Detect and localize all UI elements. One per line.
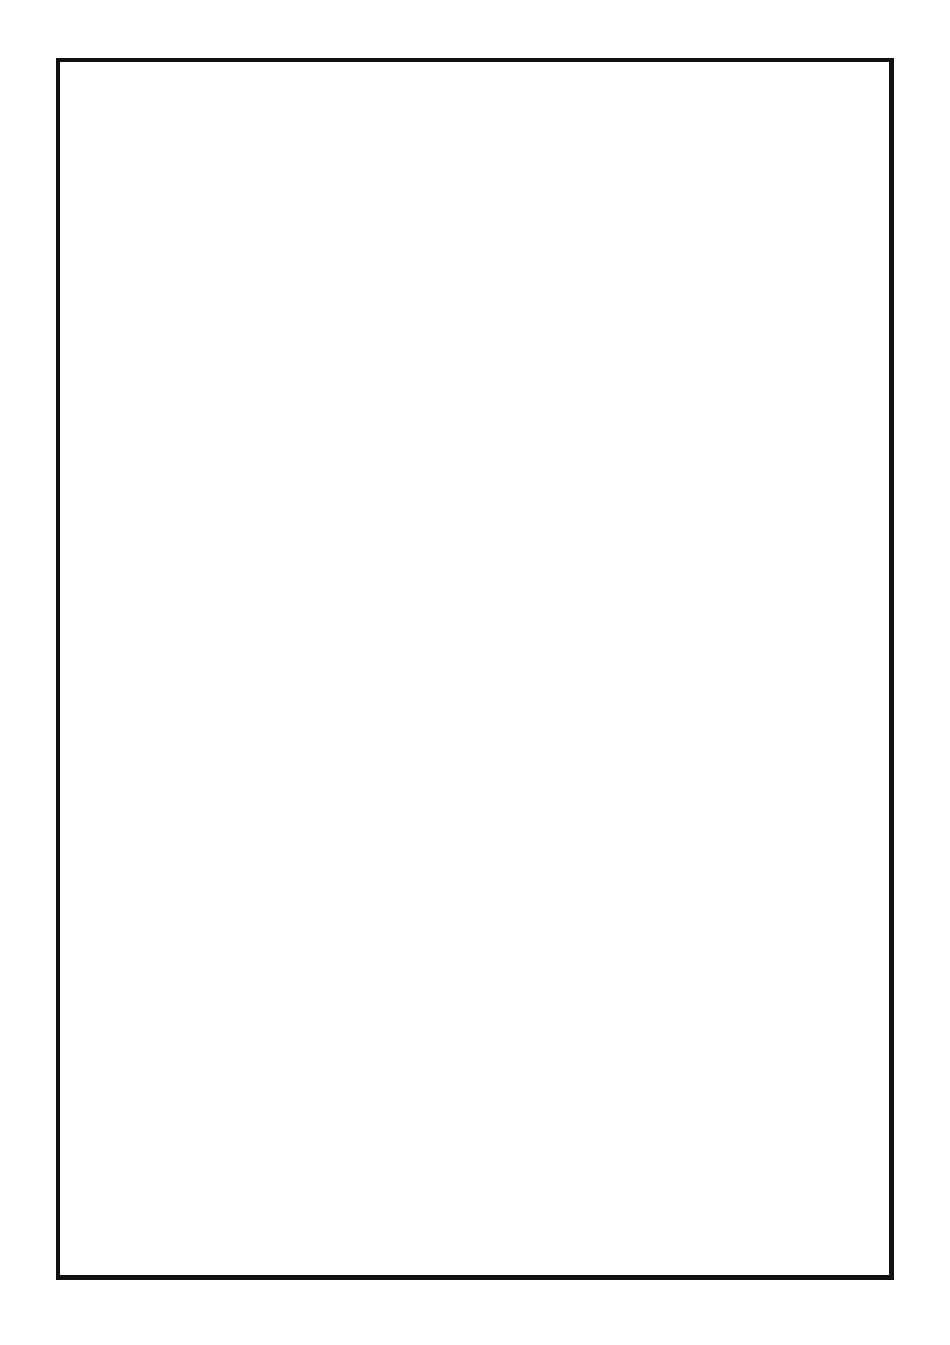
page-border	[56, 58, 894, 1280]
